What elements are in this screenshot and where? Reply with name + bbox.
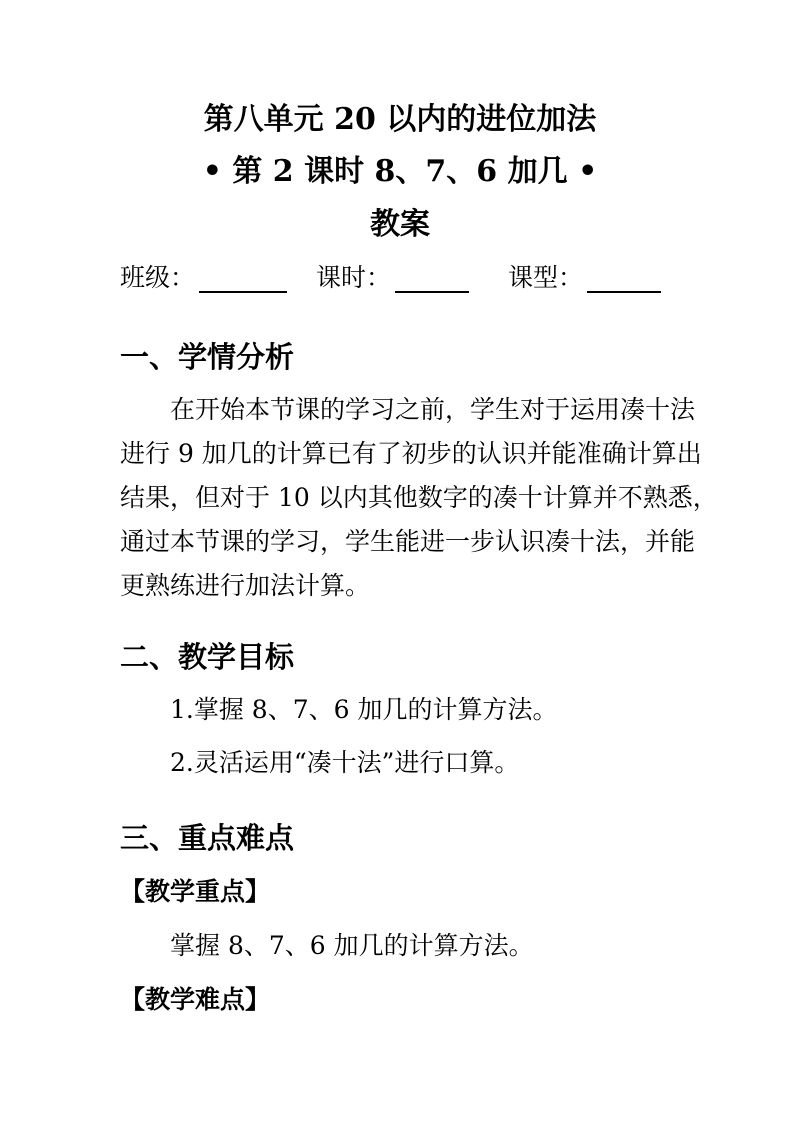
class-label: 班级：: [120, 263, 196, 292]
unit-title: 第八单元 20 以内的进位加法: [203, 102, 597, 137]
lesson-title: • 第 2 课时 8、7、6 加几 •: [202, 154, 598, 189]
class-field: [120, 258, 287, 298]
info-row: [120, 258, 720, 298]
type-blank: [587, 263, 661, 293]
section1-heading: 一、学情分析: [120, 340, 295, 374]
type-field: [508, 258, 661, 298]
period-blank: [395, 263, 469, 293]
paragraph-line: 通过本节课的学习，学生能进一步认识凑十法，并能: [120, 527, 696, 556]
difficult-point-label: 【教学难点】: [120, 985, 271, 1014]
period-field: [316, 258, 469, 298]
doc-type-title: 教案: [370, 207, 430, 242]
section3-heading: 三、重点难点: [120, 821, 295, 855]
goal-item: 2.灵活运用“凑十法”进行口算。: [170, 748, 520, 777]
period-label: 课时：: [316, 263, 392, 292]
paragraph-line: 进行 9 加几的计算已有了初步的认识并能准确计算出: [120, 439, 702, 468]
paragraph-line: 在开始本节课的学习之前，学生对于运用凑十法: [170, 395, 696, 424]
type-label: 课型：: [508, 263, 584, 292]
section2-heading: 二、教学目标: [120, 640, 295, 674]
key-point-label: 【教学重点】: [120, 877, 271, 906]
goal-item: 1.掌握 8、7、6 加几的计算方法。: [170, 695, 558, 724]
paragraph-line: 更熟练进行加法计算。: [120, 571, 371, 600]
class-blank: [199, 263, 287, 293]
key-point-text: 掌握 8、7、6 加几的计算方法。: [170, 931, 534, 960]
paragraph-line: 结果，但对于 10 以内其他数字的凑十计算并不熟悉，: [120, 483, 718, 512]
